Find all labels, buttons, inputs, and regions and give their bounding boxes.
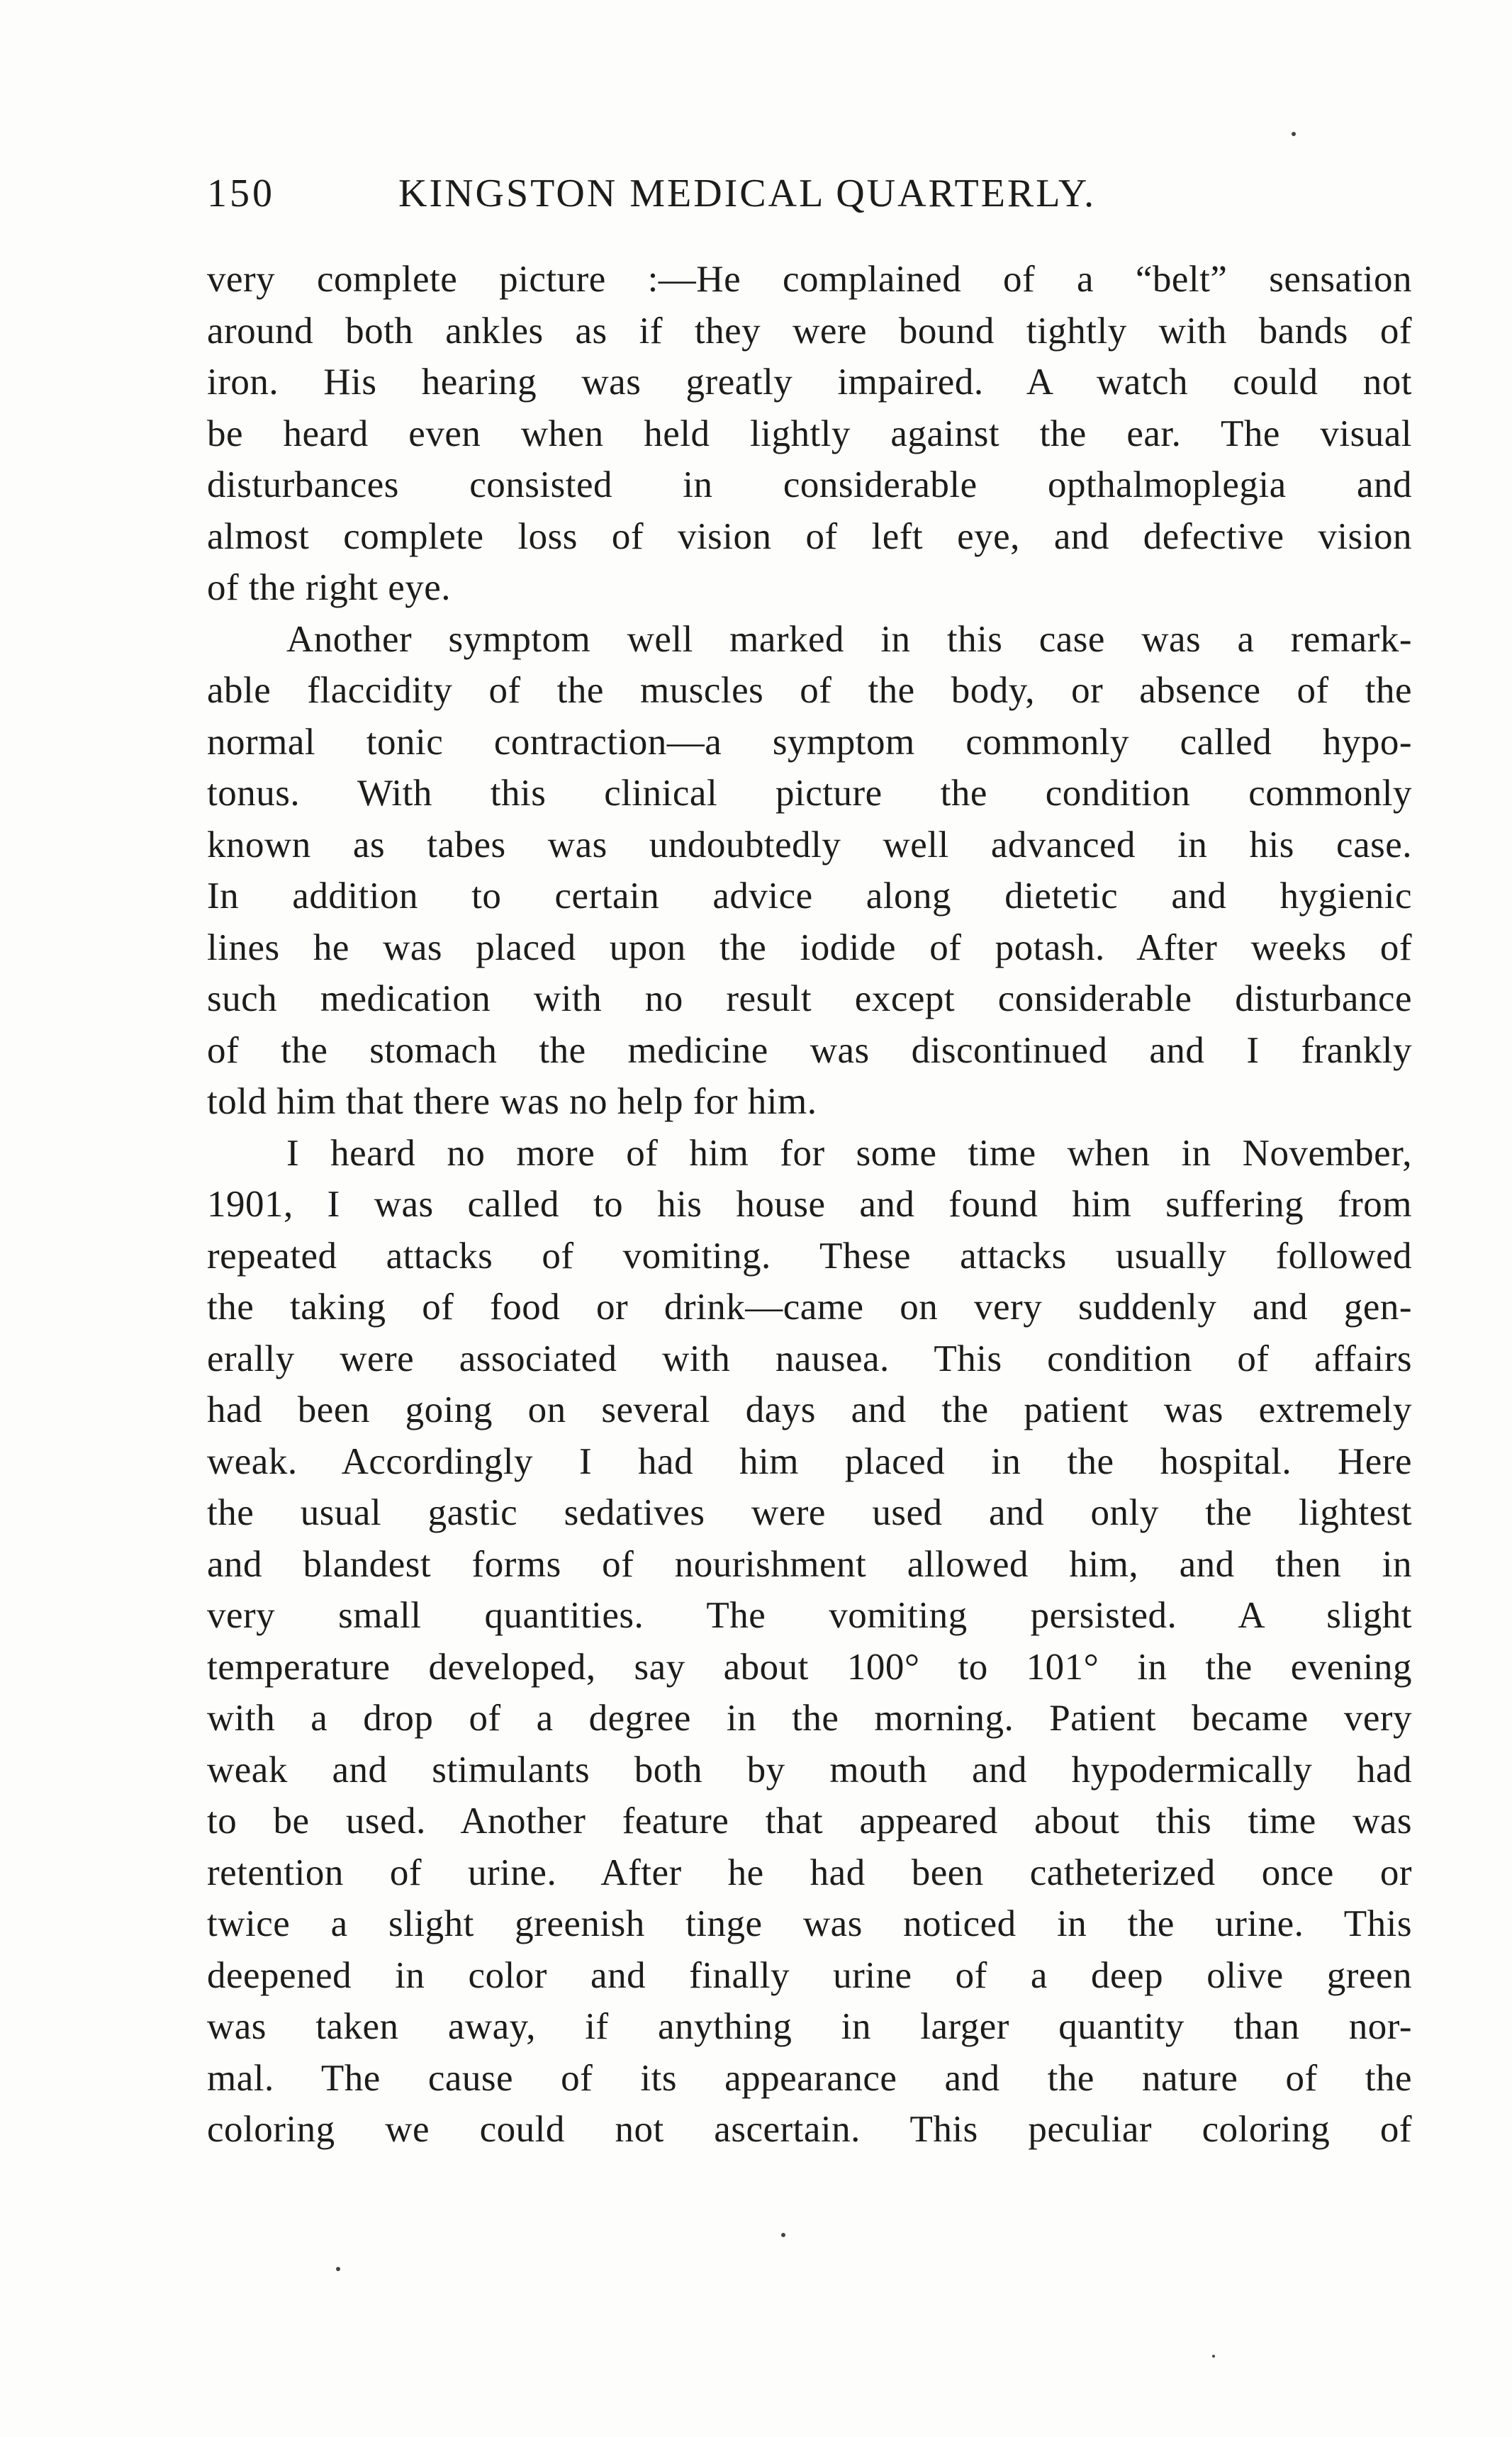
text-line: to be used. Another feature that appeared about this time was — [207, 1800, 1412, 1842]
body-text — [207, 254, 1412, 2156]
text-line: around both ankles as if they were bound tightly with bands of — [207, 310, 1412, 352]
text-line: weak and stimulants both by mouth and hypodermically had — [207, 1749, 1412, 1791]
text-line: of the right eye. — [207, 567, 452, 608]
text-line: of the stomach the medicine was discontinued and I frankly — [207, 1029, 1412, 1071]
text-line: the taking of food or drink—came on very suddenly and gen- — [207, 1287, 1412, 1328]
text-line: and blandest forms of nourishment allowed him, and then in — [207, 1543, 1412, 1585]
text-line: very small quantities. The vomiting persisted. A slight — [207, 1595, 1412, 1636]
text-line: normal tonic contraction—a symptom commonly called hypo- — [207, 721, 1412, 763]
running-head — [207, 162, 1270, 225]
text-line: deepened in color and finally urine of a deep olive green — [207, 1954, 1412, 1996]
text-line: known as tabes was undoubtedly well advanced in his case. — [207, 824, 1412, 865]
text-line: retention of urine. After he had been catheterized once or — [207, 1851, 1412, 1893]
text-line: twice a slight greenish tinge was noticed in the urine. This — [207, 1903, 1412, 1944]
text-line: with a drop of a degree in the morning. Patient became very — [207, 1698, 1412, 1739]
journal-title: KINGSTON MEDICAL QUARTERLY. — [398, 172, 1097, 215]
text-line: erally were associated with nausea. This condition of affairs — [207, 1338, 1412, 1379]
text-line: lines he was placed upon the iodide of potash. After weeks of — [207, 926, 1412, 968]
text-line: repeated attacks of vomiting. These attacks usually followed — [207, 1235, 1412, 1277]
text-line: very complete picture :—He complained of a “belt” sensation — [207, 259, 1412, 300]
print-speck — [1212, 2355, 1215, 2358]
text-line: such medication with no result except considerable disturbance — [207, 978, 1412, 1019]
text-line: tonus. With this clinical picture the condition commonly — [207, 773, 1412, 814]
paragraph-start-line: Another symptom well marked in this case was a remark- — [286, 618, 1412, 660]
text-line: be heard even when held lightly against the ear. The visual — [207, 413, 1412, 454]
paragraph-start-line: I heard no more of him for some time when in November, — [286, 1132, 1412, 1174]
print-speck — [336, 2267, 340, 2271]
print-speck — [781, 2233, 785, 2237]
text-line: was taken away, if anything in larger quantity than nor- — [207, 2006, 1412, 2047]
text-line: the usual gastic sedatives were used and only the lightest — [207, 1492, 1412, 1533]
print-speck — [1292, 132, 1296, 136]
text-line: disturbances consisted in considerable opthalmoplegia and — [207, 464, 1412, 505]
text-line: almost complete loss of vision of left eye, and defective vision — [207, 515, 1412, 557]
text-line: able flaccidity of the muscles of the body, or absence of the — [207, 670, 1412, 711]
text-line: weak. Accordingly I had him placed in the hospital. Here — [207, 1440, 1412, 1482]
text-line: iron. His hearing was greatly impaired. A watch could not — [207, 362, 1412, 403]
text-line: told him that there was no help for him. — [207, 1081, 817, 1122]
page-number: 150 — [207, 172, 275, 215]
text-line: had been going on several days and the patient was extremely — [207, 1389, 1412, 1430]
text-line: In addition to certain advice along dietetic and hygienic — [207, 875, 1412, 917]
text-line: mal. The cause of its appearance and the nature of the — [207, 2057, 1412, 2099]
text-line: 1901, I was called to his house and found him suffering from — [207, 1184, 1412, 1225]
text-line: coloring we could not ascertain. This peculiar coloring of — [207, 2109, 1412, 2150]
text-line: temperature developed, say about 100° to 101° in the evening — [207, 1646, 1412, 1688]
